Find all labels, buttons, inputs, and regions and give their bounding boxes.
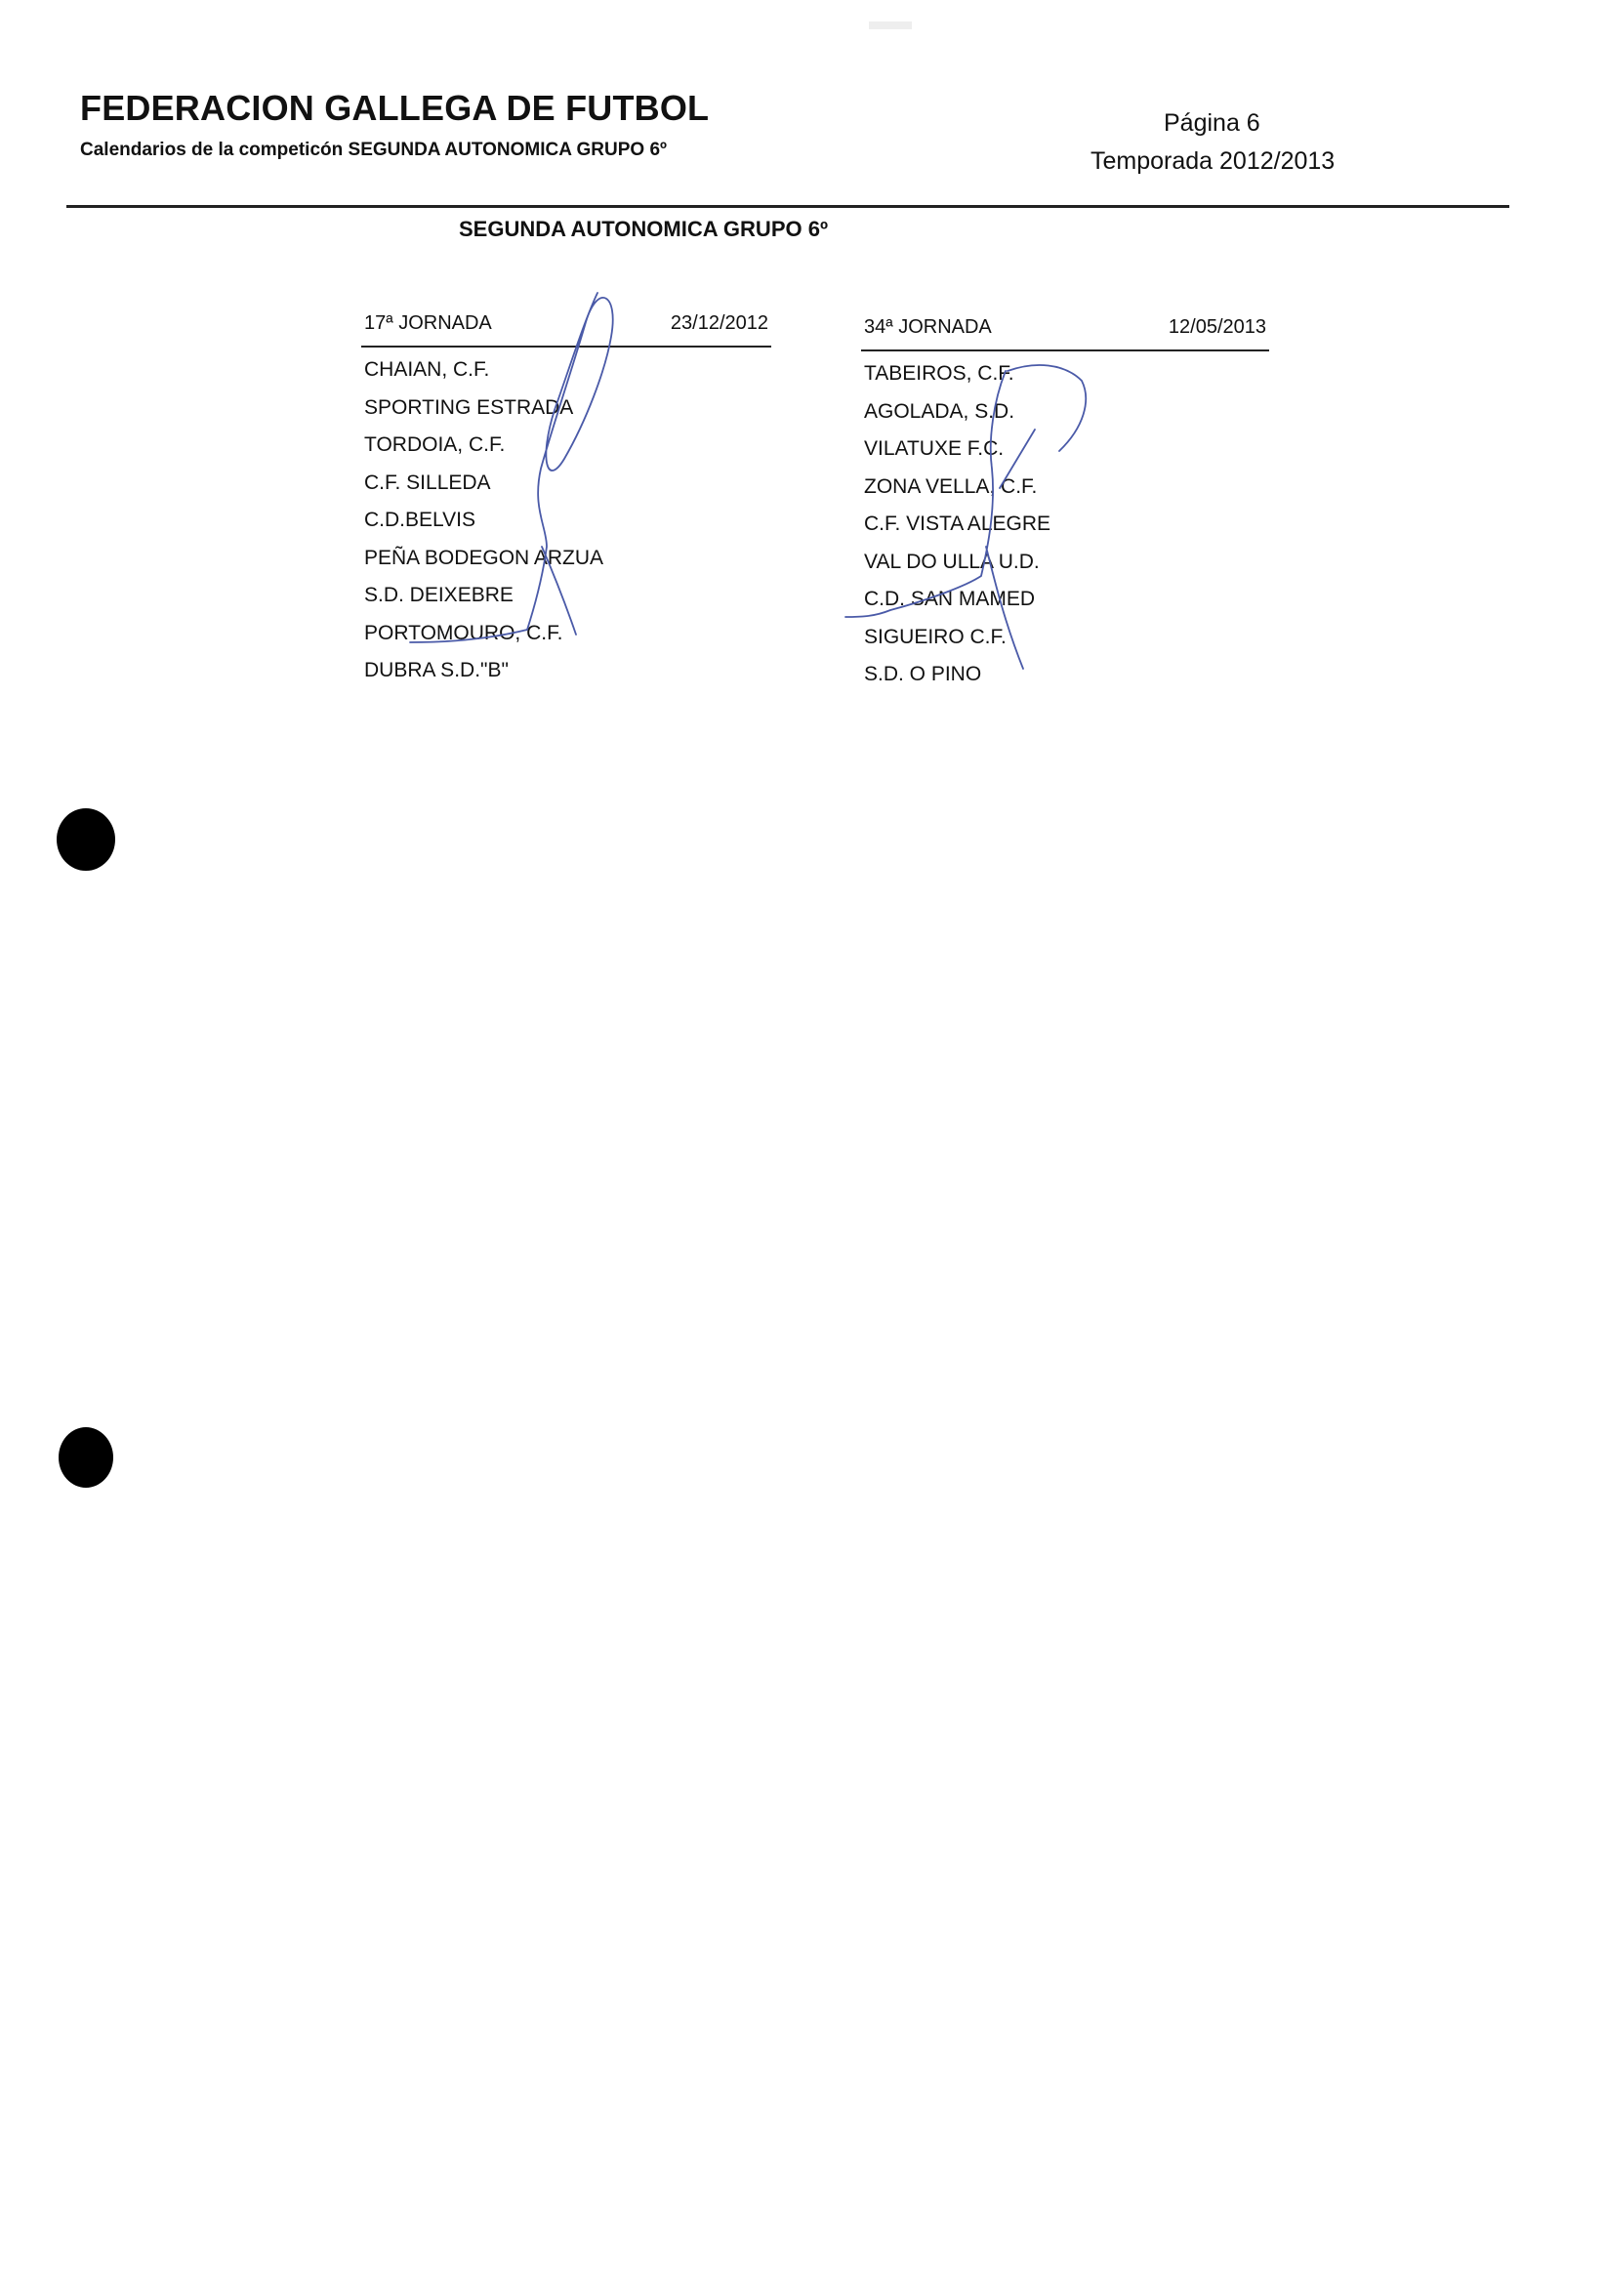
list-item: PORTOMOURO, C.F. — [364, 621, 563, 644]
list-item: S.D. DEIXEBRE — [364, 584, 514, 606]
list-item: AGOLADA, S.D. — [864, 399, 1015, 423]
section-title: SEGUNDA AUTONOMICA GRUPO 6º — [459, 217, 828, 241]
list-item: TABEIROS, C.F. — [864, 362, 1014, 385]
list-item: PEÑA BODEGON ARZUA — [364, 546, 604, 569]
round-title: 17ª JORNADA — [364, 312, 492, 334]
list-item: SIGUEIRO C.F. — [864, 625, 1007, 648]
list-item: ZONA VELLA, C.F. — [864, 474, 1038, 498]
list-item: C.F. SILLEDA — [364, 471, 491, 494]
round-title: 34ª JORNADA — [864, 316, 992, 338]
season-label: Temporada 2012/2013 — [1091, 147, 1336, 175]
list-item: SPORTING ESTRADA — [364, 395, 574, 419]
list-item: CHAIAN, C.F. — [364, 358, 490, 381]
page-number: Página 6 — [1164, 109, 1260, 137]
organization-title: FEDERACION GALLEGA DE FUTBOL — [80, 88, 710, 128]
document-subtitle: Calendarios de la competicón SEGUNDA AUTONOMICA GRUPO 6º — [80, 140, 667, 160]
punch-hole — [57, 808, 115, 871]
signature-left — [410, 293, 613, 642]
list-item: TORDOIA, C.F. — [364, 433, 506, 456]
list-item: S.D. O PINO — [864, 663, 982, 685]
list-item: C.F. VISTA ALEGRE — [864, 512, 1051, 535]
list-item: C.D. SAN MAMED — [864, 588, 1036, 610]
punch-hole — [59, 1427, 113, 1488]
signature-right — [845, 365, 1086, 669]
list-item: VILATUXE F.C. — [864, 437, 1005, 460]
list-item: VAL DO ULLA U.D. — [864, 550, 1040, 573]
list-item: C.D.BELVIS — [364, 509, 475, 531]
round-date: 12/05/2013 — [1168, 316, 1266, 338]
list-item: DUBRA S.D."B" — [364, 659, 509, 681]
round-date: 23/12/2012 — [670, 312, 768, 334]
